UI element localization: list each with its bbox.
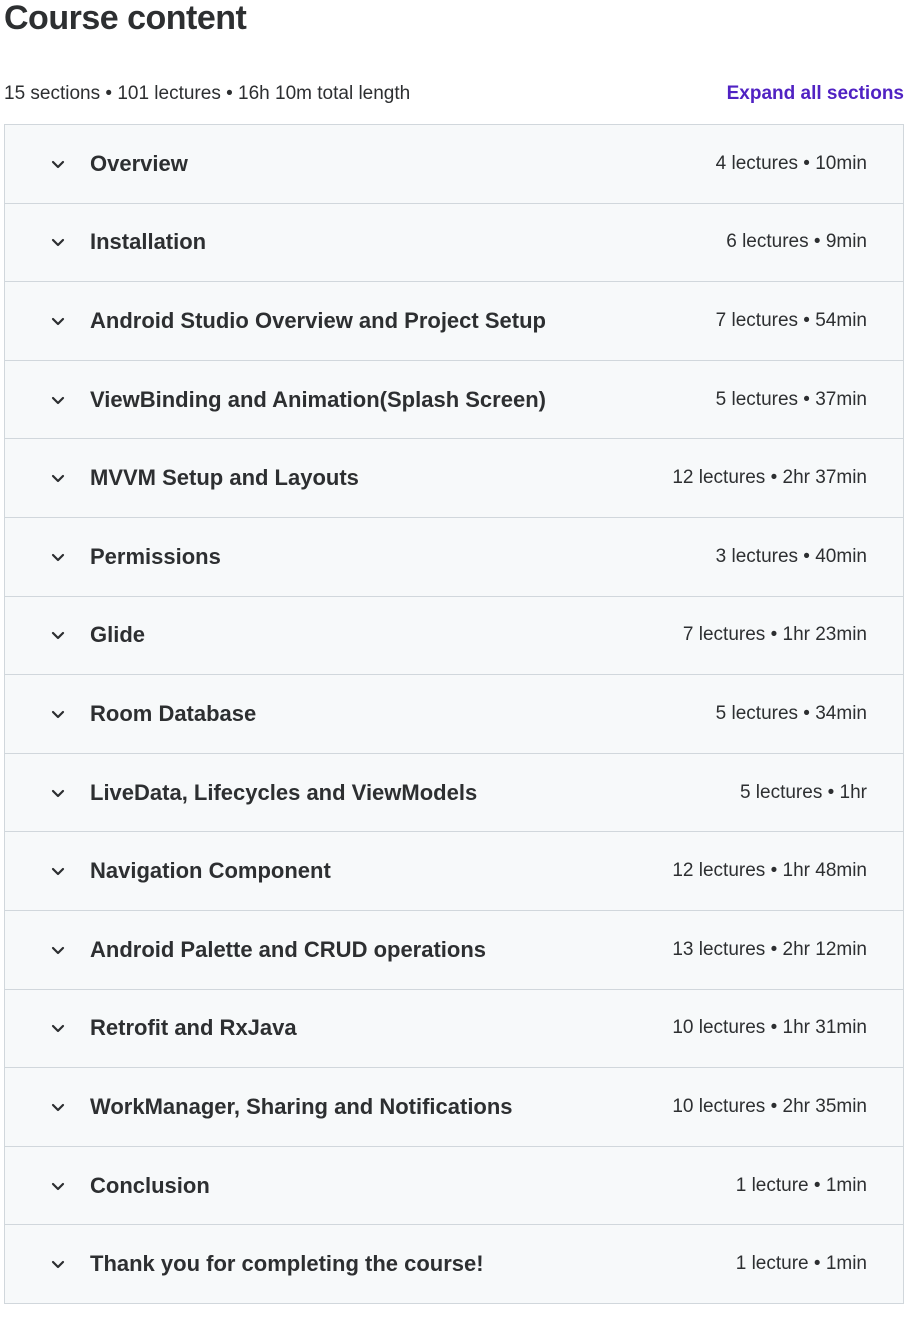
section-row[interactable] bbox=[5, 282, 903, 361]
chevron-down-icon bbox=[49, 1177, 67, 1195]
section-title: Conclusion bbox=[90, 1172, 210, 1198]
section-meta: 10 lectures • 2hr 35min bbox=[672, 1095, 867, 1117]
section-title: LiveData, Lifecycles and ViewModels bbox=[90, 779, 478, 805]
section-title: Android Palette and CRUD operations bbox=[90, 936, 487, 962]
section-meta: 7 lectures • 1hr 23min bbox=[682, 624, 867, 646]
chevron-down-icon bbox=[49, 862, 67, 880]
section-title: Navigation Component bbox=[90, 858, 331, 884]
chevron-down-icon bbox=[49, 941, 67, 959]
section-row[interactable] bbox=[5, 911, 903, 990]
section-title: Permissions bbox=[90, 543, 221, 569]
chevron-down-icon bbox=[49, 1019, 67, 1037]
section-row[interactable] bbox=[5, 361, 903, 440]
section-meta: 5 lectures • 37min bbox=[715, 388, 867, 410]
section-row[interactable] bbox=[5, 439, 903, 518]
section-title: Retrofit and RxJava bbox=[90, 1015, 297, 1041]
section-title: Overview bbox=[90, 150, 188, 176]
section-title: WorkManager, Sharing and Notifications bbox=[90, 1093, 513, 1119]
chevron-down-icon bbox=[49, 705, 67, 723]
section-title: Installation bbox=[90, 229, 207, 255]
chevron-down-icon bbox=[49, 312, 67, 330]
course-sections-accordion bbox=[4, 124, 904, 1304]
section-row[interactable] bbox=[5, 597, 903, 676]
section-row[interactable] bbox=[5, 1068, 903, 1147]
course-summary-row bbox=[4, 82, 904, 106]
section-row[interactable] bbox=[5, 1225, 903, 1304]
chevron-down-icon bbox=[49, 626, 67, 644]
section-title: MVVM Setup and Layouts bbox=[90, 465, 359, 491]
section-title: Glide bbox=[90, 622, 146, 648]
section-meta: 1 lecture • 1min bbox=[735, 1253, 867, 1275]
expand-all-sections-button[interactable]: Expand all sections bbox=[726, 83, 904, 104]
chevron-down-icon bbox=[49, 469, 67, 487]
section-row[interactable] bbox=[5, 754, 903, 833]
section-meta: 13 lectures • 2hr 12min bbox=[672, 938, 867, 960]
section-title: ViewBinding and Animation(Splash Screen) bbox=[90, 386, 546, 412]
section-meta: 6 lectures • 9min bbox=[726, 231, 867, 253]
section-meta: 10 lectures • 1hr 31min bbox=[672, 1017, 867, 1039]
chevron-down-icon bbox=[49, 1098, 67, 1116]
chevron-down-icon bbox=[49, 233, 67, 251]
section-meta: 4 lectures • 10min bbox=[715, 152, 867, 174]
section-meta: 12 lectures • 1hr 48min bbox=[672, 860, 867, 882]
section-title: Thank you for completing the course! bbox=[90, 1251, 484, 1277]
section-row[interactable] bbox=[5, 675, 903, 754]
section-row[interactable] bbox=[5, 125, 903, 204]
section-row[interactable] bbox=[5, 990, 903, 1069]
section-meta: 1 lecture • 1min bbox=[735, 1174, 867, 1196]
course-summary-text: 15 sections • 101 lectures • 16h 10m total length bbox=[4, 83, 411, 104]
chevron-down-icon bbox=[49, 1255, 67, 1273]
chevron-down-icon bbox=[49, 548, 67, 566]
section-meta: 3 lectures • 40min bbox=[715, 545, 867, 567]
section-row[interactable] bbox=[5, 832, 903, 911]
chevron-down-icon bbox=[49, 155, 67, 173]
section-title: Room Database bbox=[90, 700, 257, 726]
section-row[interactable] bbox=[5, 204, 903, 283]
section-row[interactable] bbox=[5, 518, 903, 597]
section-meta: 12 lectures • 2hr 37min bbox=[672, 467, 867, 489]
section-row[interactable] bbox=[5, 1147, 903, 1226]
section-meta: 7 lectures • 54min bbox=[715, 309, 867, 331]
section-title: Android Studio Overview and Project Setup bbox=[90, 307, 546, 333]
page-title: Course content bbox=[4, 0, 247, 37]
section-meta: 5 lectures • 34min bbox=[715, 702, 867, 724]
chevron-down-icon bbox=[49, 391, 67, 409]
section-meta: 5 lectures • 1hr bbox=[739, 781, 867, 803]
chevron-down-icon bbox=[49, 784, 67, 802]
